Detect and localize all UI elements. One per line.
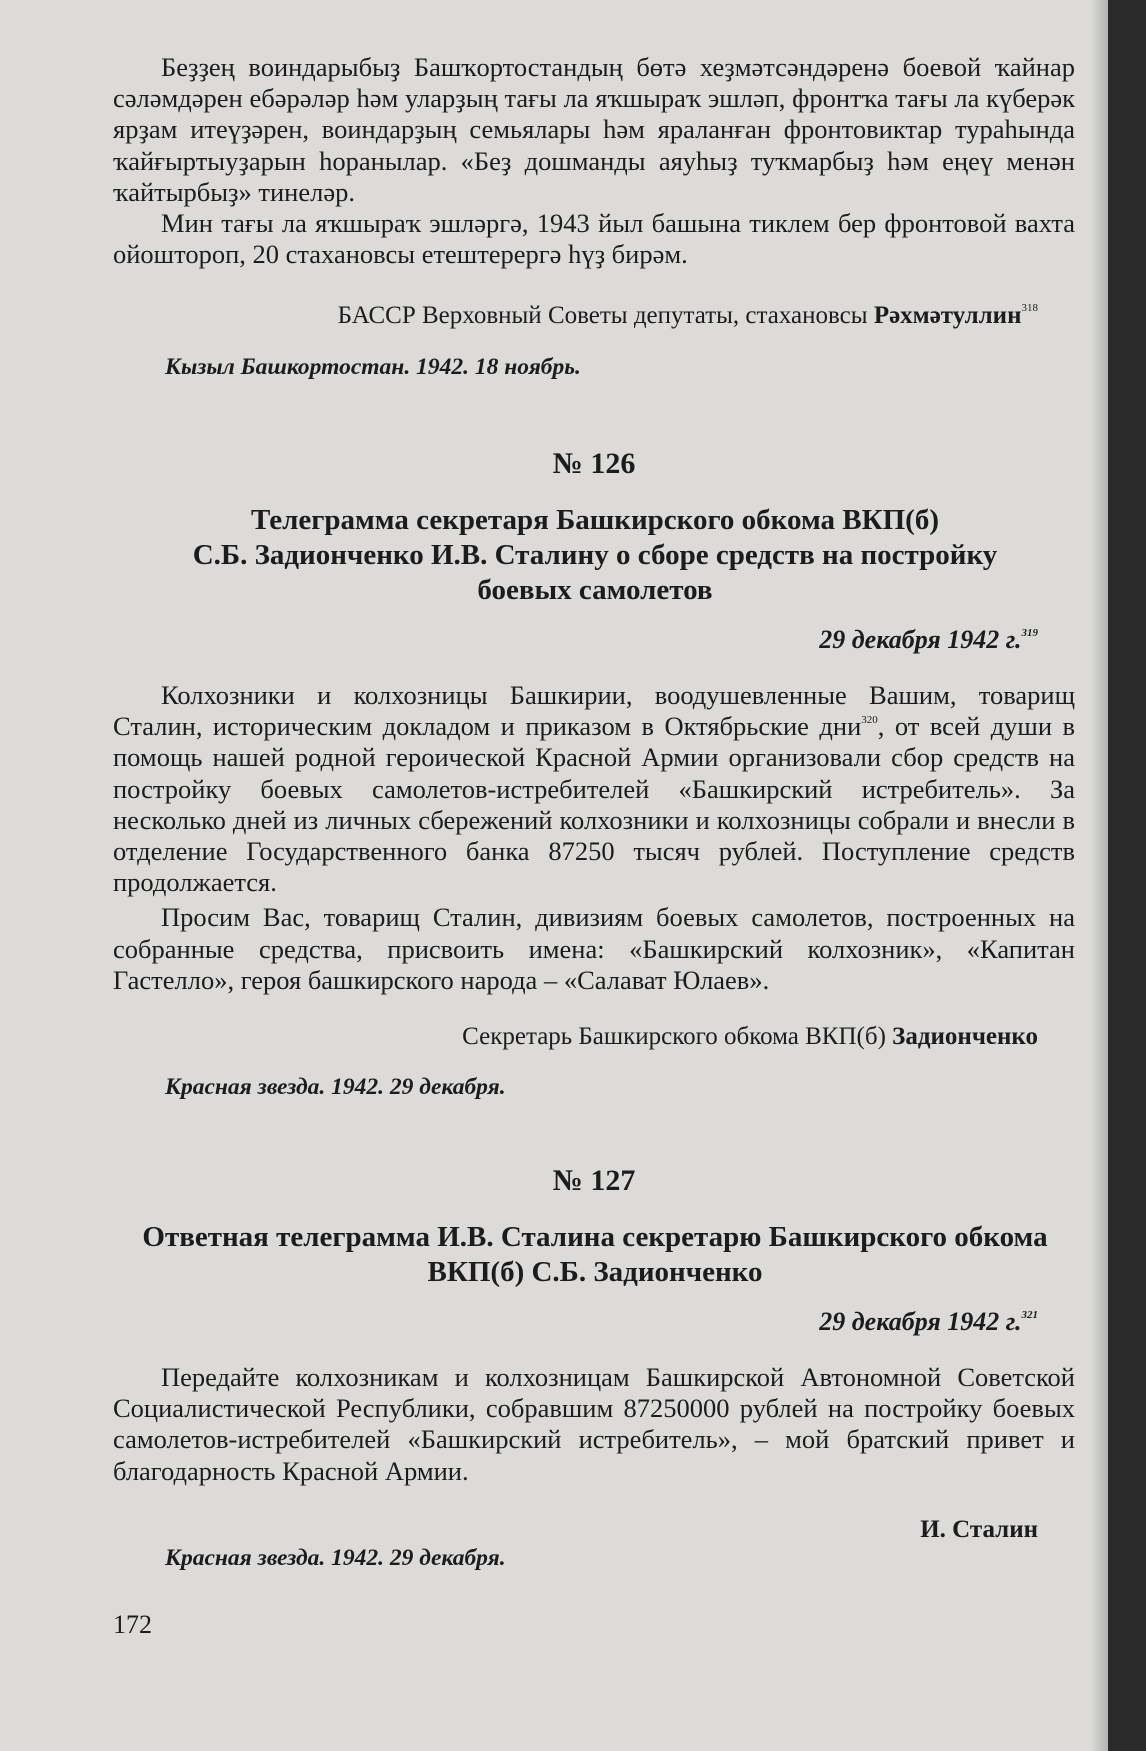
doc126-signature — [462, 1023, 1038, 1051]
doc126-body — [113, 680, 1075, 996]
doc127-source: Красная звезда. 1942. 29 декабря. — [165, 1545, 506, 1571]
doc125-body — [113, 52, 1075, 270]
doc126-paragraph-1 — [113, 680, 1075, 898]
doc126-title-line-1: Телеграмма секретаря Башкирского обкома ВКП(б) — [251, 504, 939, 536]
doc127-signature: И. Сталин — [920, 1516, 1038, 1543]
doc126-title — [130, 503, 1060, 608]
page-number: 172 — [113, 1610, 152, 1639]
signature-prefix: Секретарь Башкирского обкома ВКП(б) — [462, 1023, 893, 1050]
footnote-ref: 318 — [1021, 302, 1038, 314]
doc127-paragraph-1: Передайте колхозникам и колхозницам Башкирской Автономной Советской Социалистической Республики, собравшим 87250000 рублей на постройку боевых самолетов-истребителей «Башкирский истребитель», – мой братский привет и благодарность Красной Армии. — [113, 1362, 1075, 1486]
doc126-title-line-3: боевых самолетов — [477, 574, 713, 606]
footnote-ref: 320 — [861, 714, 878, 727]
signature-prefix: БАССР Верховный Советы депутаты, стахановсы — [337, 302, 874, 329]
doc126-date — [819, 625, 1038, 655]
doc125-source: Кызыл Башкортостан. 1942. 18 ноябрь. — [165, 354, 581, 380]
signature-name: Задионченко — [892, 1023, 1038, 1050]
doc125-paragraph-1: Беҙҙең воиндарыбыҙ Башҡортостандың бөтә хеҙмәтсәндәренә боевой ҡайнар сәләмдәрен ебәрәләр һәм уларҙың тағы ла яҡшыраҡ эшләп, фронтҡа тағы ла күберәк ярҙам итеүҙәрен, воиндарҙың семьялары һәм яраланған фронтовиктар тураһында ҡайғыртыуҙарын һоранылар. «Беҙ дошманды аяуһыҙ туҡмарбыҙ һәм еңеү менән ҡайтырбыҙ» тинеләр. — [113, 52, 1075, 207]
doc127-body — [113, 1362, 1075, 1487]
doc127-title — [130, 1220, 1060, 1290]
doc125-paragraph-2: Мин тағы ла яҡшыраҡ эшләргә, 1943 йыл башына тиклем бер фронтовой вахта ойоштороп, 20 стахановсы етештерергә һүҙ бирәм. — [113, 208, 1075, 270]
doc126-paragraph-2: Просим Вас, товарищ Сталин, дивизиям боевых самолетов, построенных на собранные средства, присвоить имена: «Башкирский колхозник», «Капитан Гастелло», героя башкирского народа – «Салават Юлаев». — [113, 902, 1075, 995]
doc127-title-line-1: Ответная телеграмма И.В. Сталина секретарю Башкирского обкома — [142, 1221, 1048, 1253]
doc127-number: № 127 — [552, 1164, 636, 1197]
doc125-signature — [338, 302, 1038, 330]
footnote-ref: 321 — [1021, 1309, 1038, 1321]
footnote-ref: 319 — [1021, 627, 1038, 639]
signature-name: Рәхмәтуллин — [873, 302, 1022, 329]
date-text: 29 декабря 1942 г. — [819, 1307, 1022, 1336]
doc126-source: Красная звезда. 1942. 29 декабря. — [165, 1074, 506, 1100]
doc127-title-line-2: ВКП(б) С.Б. Задионченко — [427, 1256, 763, 1288]
doc127-date — [819, 1307, 1038, 1337]
date-text: 29 декабря 1942 г. — [819, 625, 1022, 654]
para-text-a: Колхозники и колхозницы Башкирии, воодушевленные Вашим, товарищ Сталин, историческим докладом и приказом в Октябрьские дни — [113, 680, 1075, 742]
doc126-number: № 126 — [552, 447, 636, 480]
para-text-b: , от всей души в помощь нашей родной героической Красной Армии организовали сбор средств на постройку боевых самолетов-истребителей «Башкирский истребитель». За несколько дней из личных сбережений колхозники и колхозницы собрали и внесли в отделение Государственного банка 87250 тысяч рублей. Поступление средств продолжается. — [113, 711, 1075, 898]
doc126-title-line-2: С.Б. Задионченко И.В. Сталину о сборе средств на постройку — [192, 539, 998, 571]
